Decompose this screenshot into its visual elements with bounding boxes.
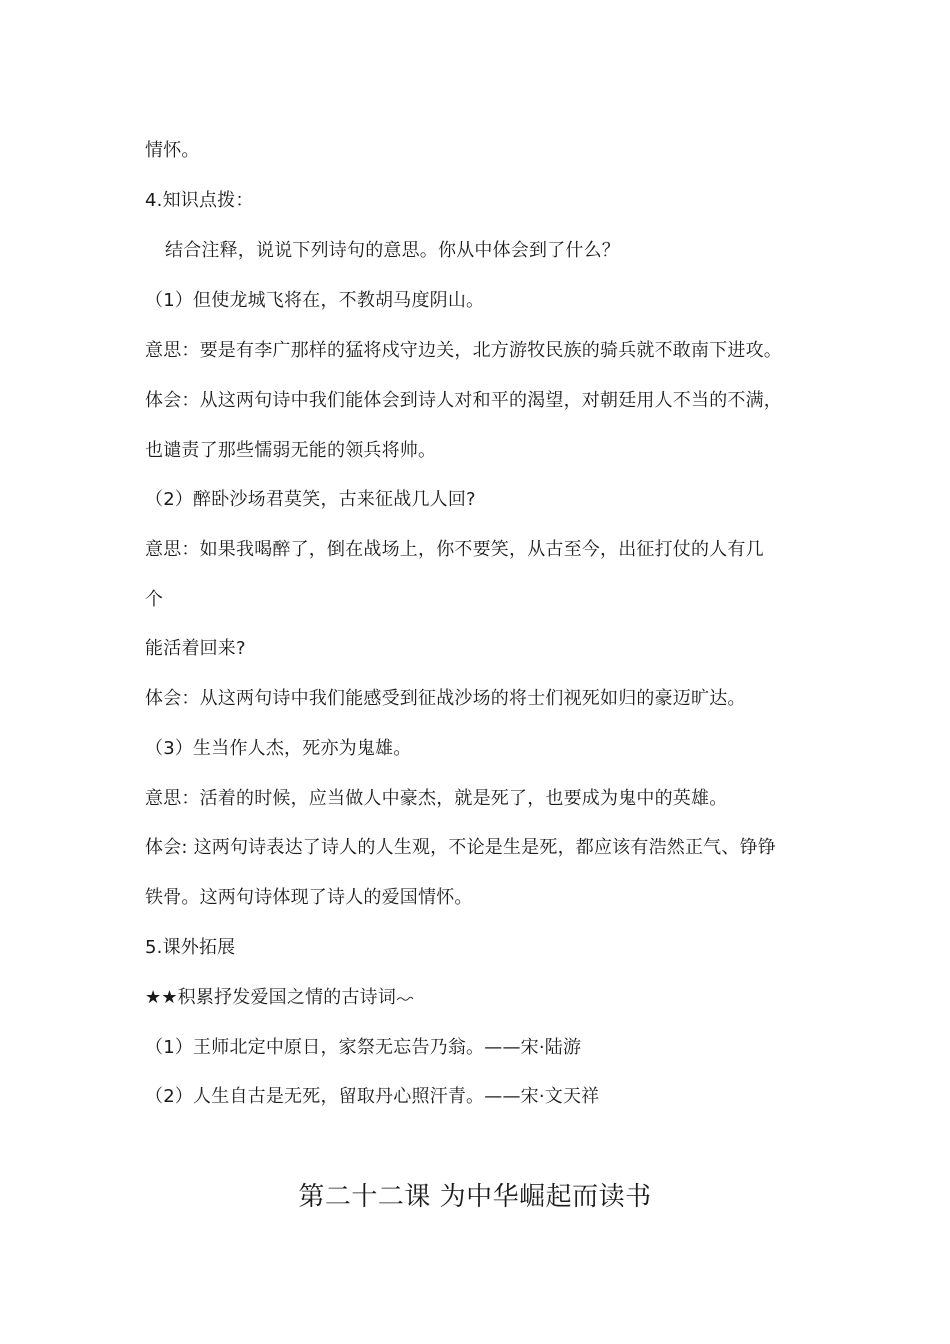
poem-line-1: （1）但使龙城飞将在，不教胡马度阴山。	[145, 290, 485, 311]
lesson-title: 第二十二课 为中华崛起而读书	[298, 1182, 652, 1212]
section-heading-knowledge: 4.知识点拨：	[145, 190, 254, 211]
meaning-2a: 意思：如果我喝醉了，倒在战场上，你不要笑，从古至今，出征打仗的人有几	[145, 539, 764, 560]
insight-1b: 也谴责了那些懦弱无能的领兵将帅。	[145, 440, 437, 461]
insight-1a: 体会：从这两句诗中我们能体会到诗人对和平的渴望，对朝廷用人不当的不满，	[145, 390, 782, 411]
insight-3b: 铁骨。这两句诗体现了诗人的爱国情怀。	[145, 887, 473, 908]
insight-3a: 体会: 这两句诗表达了诗人的人生观，不论是生是死，都应该有浩然正气、铮铮	[145, 837, 776, 858]
meaning-3: 意思：活着的时候，应当做人中豪杰，就是死了，也要成为鬼中的英雄。	[145, 788, 728, 809]
text-line-1: 情怀。	[145, 140, 200, 161]
poem-reference-1: （1）王师北定中原日，家祭无忘告乃翁。——宋·陆游	[145, 1037, 582, 1058]
poem-line-2: （2）醉卧沙场君莫笑，古来征战几人回?	[145, 489, 476, 510]
extension-subheading	[145, 986, 414, 1010]
instruction-text: 结合注释，说说下列诗句的意思。你从中体会到了什么？	[165, 240, 620, 261]
poem-reference-2: （2）人生自古是无死，留取丹心照汗青。——宋·文天祥	[145, 1086, 600, 1107]
poem-line-3: （3）生当作人杰，死亦为鬼雄。	[145, 738, 412, 759]
section-heading-extension: 5.课外拓展	[145, 937, 236, 958]
squiggle-mark-icon	[396, 993, 414, 1003]
meaning-2b: 个	[145, 589, 164, 610]
meaning-1: 意思：要是有李广那样的猛将戍守边关，北方游牧民族的骑兵就不敢南下进攻。	[145, 340, 782, 361]
insight-2: 体会：从这两句诗中我们能感受到征战沙场的将士们视死如归的豪迈旷达。	[145, 688, 746, 709]
extension-subheading-text: ★★积累抒发爱国之情的古诗词	[145, 987, 397, 1008]
meaning-2c: 能活着回来?	[145, 638, 246, 659]
